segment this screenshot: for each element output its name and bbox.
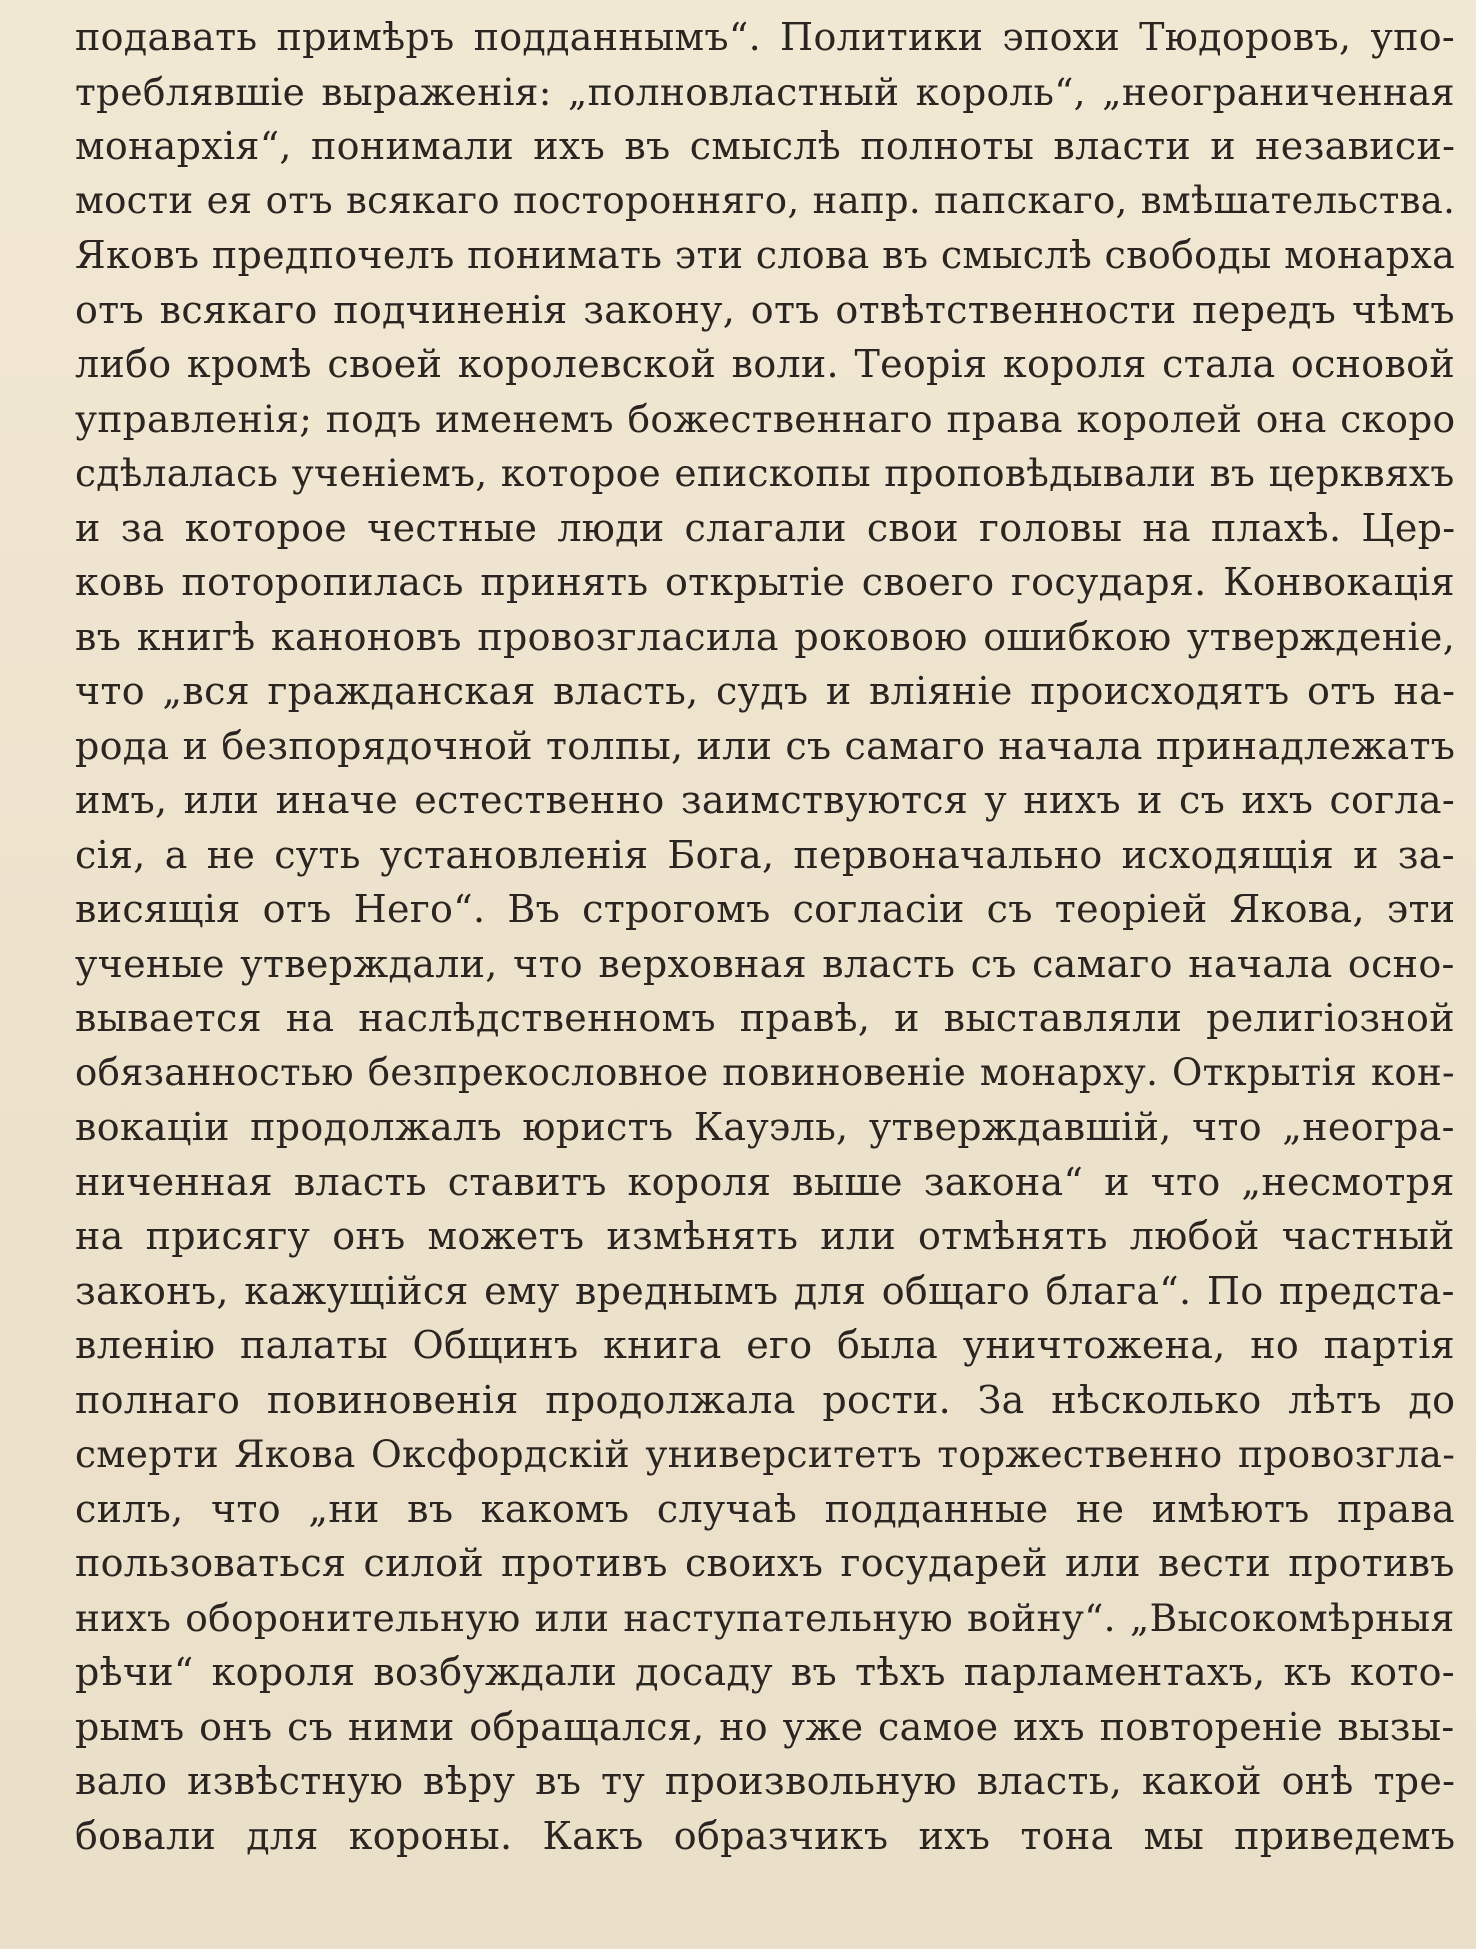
text-line-33: вало извѣстную вѣру въ ту произвольную власть, какой онѣ тре- [75, 1759, 1456, 1803]
text-line-12: въ книгѣ каноновъ провозгласила роковою ошибкою утвержденіе, [75, 614, 1456, 659]
text-line-17: висящія отъ Него“. Въ строгомъ согласіи съ теоріей Якова, эти [75, 887, 1456, 931]
text-line-18: ученые утверждали, что верховная власть съ самаго начала осно- [75, 941, 1455, 986]
text-line-10: и за которое честные люди слагали свои головы на плахѣ. Цер- [75, 505, 1456, 550]
text-line-31: рѣчи“ короля возбуждали досаду въ тѣхъ парламентахъ, къ кото- [75, 1650, 1455, 1694]
body-text [75, 10, 1455, 1863]
text-line-27: смерти Якова Оксфордскій университетъ торжественно провозгла- [75, 1432, 1456, 1476]
text-line-16: сія, а не суть установленія Бога, первоначально исходящія и за- [75, 832, 1455, 877]
text-line-22: ниченная власть ставитъ короля выше закона“ и что „несмотря [75, 1159, 1455, 1204]
text-line-24: законъ, кажущійся ему вреднымъ для общаго блага“. По предста- [75, 1268, 1455, 1313]
text-line-6: отъ всякаго подчиненія закону, отъ отвѣтственности передъ чѣмъ [75, 287, 1455, 332]
text-line-34: бовали для короны. Какъ образчикъ ихъ тона мы приведемъ [75, 1813, 1456, 1858]
text-line-26: полнаго повиновенія продолжала рости. За нѣсколько лѣтъ до [75, 1377, 1456, 1422]
text-line-14: рода и безпорядочной толпы, или съ самаго начала принадлежатъ [75, 723, 1456, 768]
text-line-11: ковь поторопилась принять открытіе своего государя. Конвокація [75, 560, 1455, 604]
text-line-5: Яковъ предпочелъ понимать эти слова въ смыслѣ свободы монарха [75, 233, 1456, 277]
text-line-3: монархія“, понимали ихъ въ смыслѣ полноты власти и независи- [75, 124, 1456, 168]
text-line-7: либо кромѣ своей королевской воли. Теорія короля стала основой [75, 342, 1455, 386]
text-line-20: обязанностью безпрекословное повиновеніе монарху. Открытія кон- [75, 1050, 1455, 1094]
text-line-32: рымъ онъ съ ними обращался, но уже самое ихъ повтореніе вызы- [75, 1704, 1455, 1749]
text-line-13: что „вся гражданская власть, судъ и вліяніе происходятъ отъ на- [75, 669, 1456, 713]
text-line-15: имъ, или иначе естественно заимствуются у нихъ и съ ихъ согла- [75, 778, 1455, 822]
text-line-30: нихъ оборонительную или наступательную войну“. „Высокомѣрныя [75, 1595, 1455, 1640]
text-line-29: пользоваться силой противъ своихъ государей или вести противъ [75, 1541, 1455, 1585]
text-line-2: треблявшіе выраженія: „полновластный король“, „неограниченная [75, 69, 1455, 114]
text-line-8: управленія; подъ именемъ божественнаго права королей она скоро [75, 396, 1456, 441]
text-line-1: подавать примѣръ подданнымъ“. Политики эпохи Тюдоровъ, упо- [75, 15, 1456, 59]
text-line-23: на присягу онъ можетъ измѣнять или отмѣнять любой частный [75, 1214, 1455, 1258]
text-line-28: силъ, что „ни въ какомъ случаѣ подданные не имѣютъ права [75, 1486, 1455, 1531]
text-line-4: мости ея отъ всякаго посторонняго, напр. папскаго, вмѣшательства. [75, 178, 1456, 222]
text-line-21: вокаціи продолжалъ юристъ Кауэль, утверждавшій, что „неогра- [75, 1105, 1455, 1149]
text-line-9: сдѣлалась ученіемъ, которое епископы проповѣдывали въ церквяхъ [75, 451, 1455, 495]
text-line-25: вленію палаты Общинъ книга его была уничтожена, но партія [75, 1323, 1455, 1367]
text-line-19: вывается на наслѣдственномъ правѣ, и выставляли религіозной [75, 996, 1455, 1040]
